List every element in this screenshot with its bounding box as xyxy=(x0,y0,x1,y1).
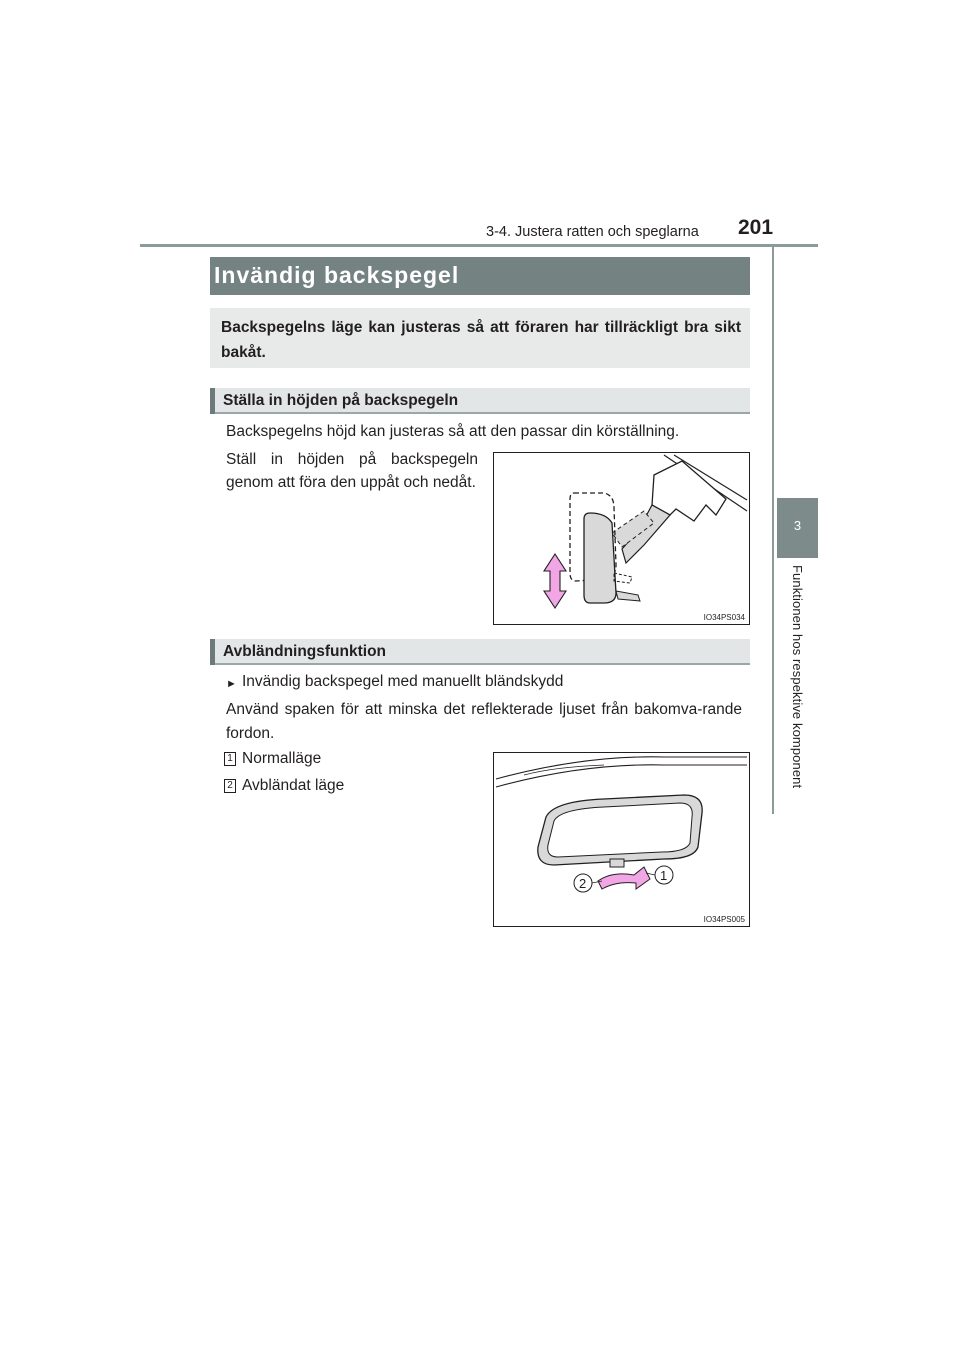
paragraph-height-instruction: Ställ in höjden på backspegeln genom att föra den uppåt och nedåt. xyxy=(226,451,478,491)
item-number-box: 1 xyxy=(224,752,236,766)
bullet-triangle-icon: ► xyxy=(226,678,237,690)
figure-code: IO34PS005 xyxy=(703,915,745,924)
side-rule xyxy=(772,244,774,814)
item-label-dimmed: Avbländat läge xyxy=(242,777,345,794)
running-header-section: 3-4. Justera ratten och speglarna xyxy=(486,224,699,240)
chapter-title: Funktionen hos respektive komponent xyxy=(790,565,805,789)
bullet-manual-antiglare: Invändig backspegel med manuellt bländskydd xyxy=(242,673,564,690)
intro-text: Backspegelns läge kan justeras så att föraren har tillräckligt bra sikt bakåt. xyxy=(221,319,741,361)
figure-code: IO34PS034 xyxy=(703,613,745,622)
subheading-marker xyxy=(210,639,215,665)
subheading-antiglare: Avbländningsfunktion xyxy=(223,643,387,660)
page-number: 201 xyxy=(738,216,774,239)
item-label-normal: Normalläge xyxy=(242,750,322,767)
callout-2: 2 xyxy=(579,876,587,891)
header-rule xyxy=(140,244,818,247)
paragraph-antiglare: Använd spaken för att minska det reflekterade ljuset från bakomva-rande fordon. xyxy=(226,701,742,742)
chapter-number: 3 xyxy=(793,518,802,533)
antiglare-illustration xyxy=(494,753,749,926)
item-number-box: 2 xyxy=(224,779,236,793)
mirror-height-illustration xyxy=(494,453,749,624)
page-title: Invändig backspegel xyxy=(214,262,460,288)
subheading-height: Ställa in höjden på backspegeln xyxy=(223,392,459,409)
subheading-marker xyxy=(210,388,215,414)
figure-mirror-height xyxy=(493,452,750,625)
paragraph-height-adjust: Backspegelns höjd kan justeras så att den passar din körställning. xyxy=(226,423,680,440)
callout-1: 1 xyxy=(660,868,668,883)
figure-antiglare-lever xyxy=(493,752,750,927)
